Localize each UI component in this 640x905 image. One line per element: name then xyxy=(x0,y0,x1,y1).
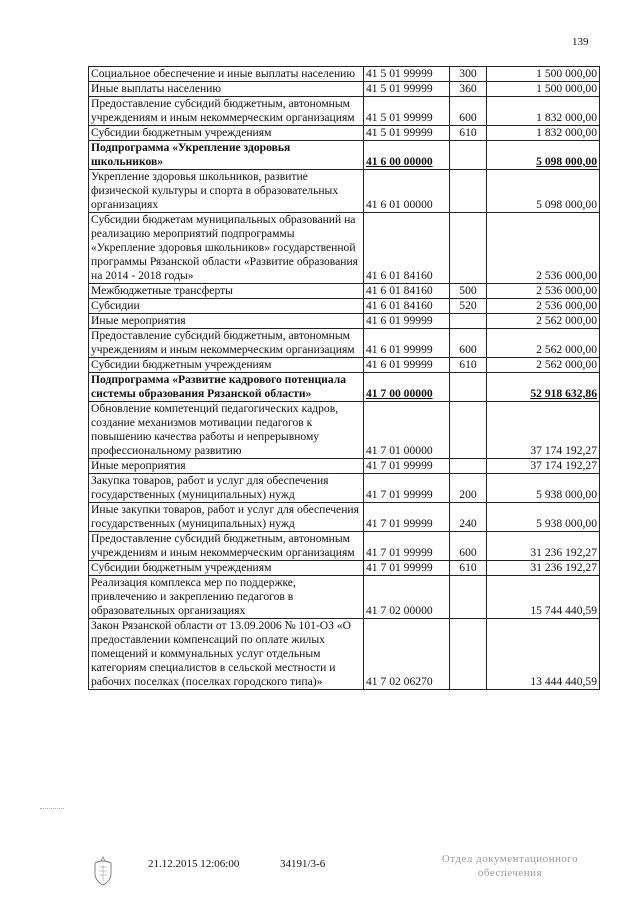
row-type-cell: 610 xyxy=(450,561,487,576)
row-name-cell: Закупка товаров, работ и услуг для обеспечения государственных (муниципальных) нужд xyxy=(89,474,364,503)
row-sum-cell: 5 938 000,00 xyxy=(487,503,600,532)
row-type-cell: 300 xyxy=(450,67,487,82)
table-row xyxy=(89,373,600,402)
row-sum-cell: 1 832 000,00 xyxy=(487,97,600,126)
row-name-cell: Предоставление субсидий бюджетным, автономным учреждениям и иным некоммерческим организациям xyxy=(89,97,364,126)
row-type-cell xyxy=(450,459,487,474)
row-sum-cell: 37 174 192,27 xyxy=(487,402,600,459)
row-type-cell: 610 xyxy=(450,126,487,141)
row-name-cell: Иные закупки товаров, работ и услуг для обеспечения государственных (муниципальных) нужд xyxy=(89,503,364,532)
row-sum-cell: 2 536 000,00 xyxy=(487,213,600,284)
row-code-cell: 41 6 01 84160 xyxy=(364,299,450,314)
row-name-cell: Социальное обеспечение и иные выплаты населению xyxy=(89,67,364,82)
row-sum-cell: 5 938 000,00 xyxy=(487,474,600,503)
table-row xyxy=(89,284,600,299)
row-code-cell: 41 6 00 00000 xyxy=(364,141,450,170)
row-code-cell: 41 7 00 00000 xyxy=(364,373,450,402)
budget-table-body xyxy=(89,67,600,690)
row-type-cell xyxy=(450,576,487,619)
row-code-cell: 41 7 01 99999 xyxy=(364,532,450,561)
row-type-cell xyxy=(450,170,487,213)
row-code-cell: 41 7 02 06270 xyxy=(364,619,450,690)
stamp-line-1: Отдел документационного xyxy=(441,853,579,865)
row-sum-cell: 1 500 000,00 xyxy=(487,82,600,97)
row-name-cell: Подпрограмма «Укрепление здоровья школьников» xyxy=(89,141,364,170)
row-sum-cell: 2 536 000,00 xyxy=(487,299,600,314)
row-type-cell xyxy=(450,213,487,284)
row-type-cell xyxy=(450,314,487,329)
margin-mark xyxy=(40,808,64,810)
table-row xyxy=(89,474,600,503)
row-name-cell: Субсидии бюджетным учреждениям xyxy=(89,126,364,141)
table-row xyxy=(89,213,600,284)
table-row xyxy=(89,561,600,576)
coat-of-arms-icon xyxy=(90,855,116,887)
row-name-cell: Субсидии xyxy=(89,299,364,314)
row-name-cell: Предоставление субсидий бюджетным, автономным учреждениям и иным некоммерческим организациям xyxy=(89,532,364,561)
row-code-cell: 41 6 01 99999 xyxy=(364,358,450,373)
table-row xyxy=(89,141,600,170)
row-code-cell: 41 7 01 99999 xyxy=(364,503,450,532)
row-code-cell: 41 7 01 99999 xyxy=(364,474,450,503)
row-code-cell: 41 6 01 99999 xyxy=(364,314,450,329)
row-name-cell: Иные мероприятия xyxy=(89,459,364,474)
row-code-cell: 41 7 02 00000 xyxy=(364,576,450,619)
row-sum-cell: 5 098 000,00 xyxy=(487,141,600,170)
row-sum-cell: 5 098 000,00 xyxy=(487,170,600,213)
table-row xyxy=(89,358,600,373)
row-name-cell: Субсидии бюджетным учреждениям xyxy=(89,358,364,373)
row-sum-cell: 2 562 000,00 xyxy=(487,314,600,329)
stamp-line-2: обеспечения xyxy=(477,867,543,879)
row-type-cell: 600 xyxy=(450,329,487,358)
row-type-cell xyxy=(450,619,487,690)
table-row xyxy=(89,619,600,690)
row-name-cell: Обновление компетенций педагогических кадров, создание механизмов мотивации педагогов к повышению качества работы и непрерывному профессиональному развитию xyxy=(89,402,364,459)
table-row xyxy=(89,503,600,532)
row-sum-cell: 31 236 192,27 xyxy=(487,532,600,561)
row-type-cell: 520 xyxy=(450,299,487,314)
row-sum-cell: 52 918 632,86 xyxy=(487,373,600,402)
table-row xyxy=(89,314,600,329)
row-code-cell: 41 7 01 00000 xyxy=(364,402,450,459)
row-sum-cell: 2 536 000,00 xyxy=(487,284,600,299)
row-sum-cell: 15 744 440,59 xyxy=(487,576,600,619)
table-row xyxy=(89,576,600,619)
table-row xyxy=(89,97,600,126)
row-type-cell: 600 xyxy=(450,97,487,126)
row-name-cell: Межбюджетные трансферты xyxy=(89,284,364,299)
table-row xyxy=(89,402,600,459)
row-code-cell: 41 5 01 99999 xyxy=(364,126,450,141)
row-name-cell: Закон Рязанской области от 13.09.2006 № 101-ОЗ «О предоставлении компенсаций по оплате жилых помещений и коммунальных услуг отдельным категориям специалистов в сельской местности и рабочих поселках (поселках городского типа)» xyxy=(89,619,364,690)
row-name-cell: Субсидии бюджетным учреждениям xyxy=(89,561,364,576)
row-type-cell: 200 xyxy=(450,474,487,503)
table-row xyxy=(89,170,600,213)
row-sum-cell: 37 174 192,27 xyxy=(487,459,600,474)
row-name-cell: Подпрограмма «Развитие кадрового потенциала системы образования Рязанской области» xyxy=(89,373,364,402)
footer-date: 21.12.2015 12:06:00 xyxy=(148,858,240,870)
row-sum-cell: 2 562 000,00 xyxy=(487,329,600,358)
table-row xyxy=(89,329,600,358)
row-code-cell: 41 5 01 99999 xyxy=(364,82,450,97)
row-code-cell: 41 7 01 99999 xyxy=(364,459,450,474)
row-code-cell: 41 6 01 99999 xyxy=(364,329,450,358)
row-type-cell: 240 xyxy=(450,503,487,532)
table-row xyxy=(89,126,600,141)
row-sum-cell: 31 236 192,27 xyxy=(487,561,600,576)
row-name-cell: Иные выплаты населению xyxy=(89,82,364,97)
row-code-cell: 41 6 01 00000 xyxy=(364,170,450,213)
row-type-cell: 360 xyxy=(450,82,487,97)
table-row xyxy=(89,67,600,82)
budget-table xyxy=(88,66,600,690)
row-code-cell: 41 5 01 99999 xyxy=(364,97,450,126)
row-name-cell: Укрепление здоровья школьников, развитие физической культуры и спорта в образовательных организациях xyxy=(89,170,364,213)
row-name-cell: Иные мероприятия xyxy=(89,314,364,329)
row-code-cell: 41 6 01 84160 xyxy=(364,284,450,299)
table-row xyxy=(89,82,600,97)
row-type-cell xyxy=(450,141,487,170)
row-name-cell: Реализация комплекса мер по поддержке, привлечению и закреплению педагогов в образовательных организациях xyxy=(89,576,364,619)
row-type-cell: 500 xyxy=(450,284,487,299)
row-code-cell: 41 7 01 99999 xyxy=(364,561,450,576)
row-type-cell xyxy=(450,373,487,402)
department-stamp xyxy=(420,852,600,880)
row-type-cell: 600 xyxy=(450,532,487,561)
row-code-cell: 41 6 01 84160 xyxy=(364,213,450,284)
footer-doc-number: 34191/3-6 xyxy=(280,858,326,870)
table-row xyxy=(89,532,600,561)
row-sum-cell: 13 444 440,59 xyxy=(487,619,600,690)
table-row xyxy=(89,299,600,314)
page-number: 139 xyxy=(572,36,589,48)
row-type-cell: 610 xyxy=(450,358,487,373)
row-code-cell: 41 5 01 99999 xyxy=(364,67,450,82)
row-sum-cell: 1 832 000,00 xyxy=(487,126,600,141)
row-name-cell: Предоставление субсидий бюджетным, автономным учреждениям и иным некоммерческим организациям xyxy=(89,329,364,358)
table-row xyxy=(89,459,600,474)
row-type-cell xyxy=(450,402,487,459)
row-sum-cell: 1 500 000,00 xyxy=(487,67,600,82)
row-sum-cell: 2 562 000,00 xyxy=(487,358,600,373)
row-name-cell: Субсидии бюджетам муниципальных образований на реализацию мероприятий подпрограммы «Укрепление здоровья школьников» государственной программы Рязанской области «Развитие образования на 2014 - 2018 годы» xyxy=(89,213,364,284)
